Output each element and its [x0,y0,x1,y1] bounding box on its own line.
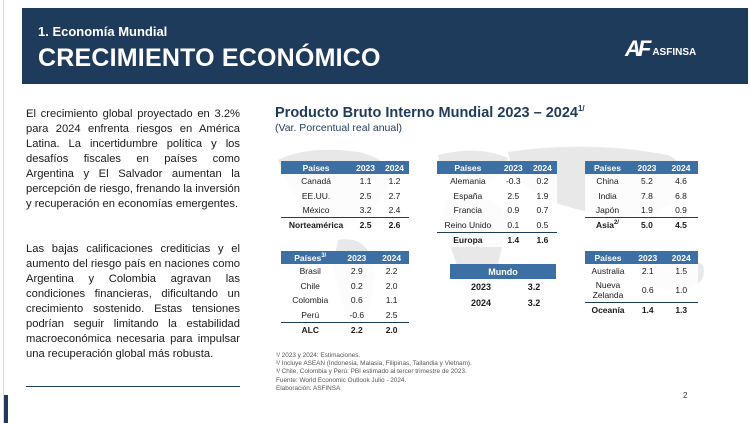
table-row [281,203,409,218]
region-cell: Norteamérica [281,218,351,233]
column-header: 2023 [499,161,528,174]
footnote-marker: 3/ [321,252,327,259]
value-cell: 2.7 [388,190,401,201]
column-header: 2024 [374,251,409,264]
column-header: 2024 [664,161,698,174]
column-header: Países [437,161,499,174]
value-cell: 4.5 [664,218,698,233]
value-cell: 3.2 [527,282,541,292]
value-cell: 1.9 [536,190,549,201]
table-row [281,174,409,189]
value-cell: 1.5 [675,266,688,277]
value-cell: 1.3 [665,303,699,318]
column-header: Países [281,161,351,174]
value-cell: 5.0 [630,218,664,233]
value-cell-negative: -0.6 [349,309,365,320]
country-cell: Perú [301,309,320,320]
table-row [281,279,409,294]
section-label: 1. Economía Mundial [38,24,168,39]
country-cell: Reino Unido [444,219,492,230]
chart-title-text: Producto Bruto Interno Mundial 2023 – 2024 [275,104,578,121]
region-cell: ALC [281,322,339,337]
value-cell: 2.2 [385,266,398,277]
value-cell: 0.5 [536,219,549,230]
value-cell: 5.2 [641,176,653,187]
table-oceania [585,251,698,317]
column-header: 2023 [631,251,665,264]
slide-edge-bar [4,395,8,423]
country-cell: Japón [595,205,620,215]
year-cell: 2023 [470,282,491,292]
value-cell: 1.2 [388,176,401,187]
country-cell: Brasil [299,266,321,277]
value-cell: 2.4 [388,205,401,215]
value-cell: 7.8 [641,190,653,201]
value-cell: 1.0 [675,285,688,296]
country-cell: Canadá [301,176,331,187]
chart-subtitle: (Var. Porcentual real anual) [275,122,403,134]
value-cell: 3.2 [527,298,541,308]
table-north-america [281,161,409,232]
asfinsa-logo [625,36,696,62]
table-row [450,279,556,295]
table-row [585,264,698,279]
value-cell: 0.9 [675,205,687,215]
country-cell: EE.UU. [301,190,331,201]
footer-divider [26,386,240,387]
table-row [585,203,698,218]
table-row [437,218,557,233]
value-cell: 2.5 [351,218,380,233]
value-cell: 2.0 [374,322,409,337]
column-header: 2023 [351,161,380,174]
column-header [281,251,339,264]
logo-text: ASFINSA [652,46,697,58]
value-cell: 2.5 [385,309,398,320]
footnote: ¹/ 2023 y 2024: Estimaciones. [276,352,361,359]
value-cell: 1.4 [631,303,665,318]
table-row [281,308,409,323]
value-cell: 2.2 [339,322,374,337]
table-world [450,264,556,311]
value-cell: 1.9 [641,205,653,215]
body-paragraph-1: El crecimiento global proyectado en 3.2% para 2024 enfrenta riesgos en América Latina. La incertidumbre política y los desafíos fiscales en países como Argentina y El Salvador aumentan la percepción de riesgo, frenando la inversión y recuperación en economías emergentes. [26,108,240,210]
value-cell: 0.2 [536,176,549,187]
column-header: 2024 [665,251,699,264]
column-header: 2023 [339,251,374,264]
value-cell-negative: -0.3 [505,176,521,187]
region-cell: Oceanía [585,303,631,318]
value-cell: 1.1 [359,176,372,187]
footnotes [276,352,472,393]
table-total-row [281,322,409,337]
table-row [450,295,556,311]
value-cell: 2.1 [641,266,654,277]
value-cell: 6.8 [675,190,687,201]
chart-title [275,104,585,121]
chart-title-footnote: 1/ [577,104,585,113]
table-total-row [585,218,698,233]
table-row [437,189,557,204]
table-row [281,293,409,308]
table-total-row [281,218,409,233]
credit-note: Elaboración: ASFINSA [276,384,341,392]
page-title: CRECIMIENTO ECONÓMICO [38,44,381,72]
table-europe [437,161,557,247]
table-row [437,203,557,218]
table-total-row [437,232,557,247]
region-cell [585,218,630,233]
table-row [585,279,698,303]
value-cell: 1.1 [385,295,398,306]
value-cell: 2.6 [380,218,409,233]
table-asia [585,161,698,232]
table-total-row [585,303,698,318]
table-row [281,189,409,204]
column-header-label: Países [294,252,322,263]
column-header: 2023 [630,161,664,174]
country-cell: Australia [591,266,625,277]
column-header: 2024 [528,161,557,174]
value-cell: 2.5 [359,190,372,201]
value-cell: 1.6 [528,232,557,247]
value-cell: 2.0 [385,280,398,291]
value-cell: 0.7 [536,205,549,216]
value-cell: 3.2 [359,205,372,215]
column-header: Países [585,251,631,264]
value-cell: 4.6 [675,176,687,187]
value-cell: 1.4 [499,232,528,247]
country-cell: Alemania [450,176,486,187]
value-cell: 0.2 [350,280,363,291]
source-note: Fuente: World Economic Outlook Julio - 2024. [276,376,407,384]
country-cell: Francia [453,205,483,216]
footnote-marker: 2/ [613,220,619,227]
year-cell: 2024 [470,298,491,308]
value-cell: 0.6 [641,285,654,296]
body-paragraph-2: Las bajas calificaciones crediticias y el aumento del riesgo país en naciones como Argentina y Colombia agravan las condiciones financieras, dificultando un crecimiento sostenido. Estas tensiones podrían seguir limitando la estabilidad macroeconómica necesaria para impulsar una recuperación global más robusta. [26,243,240,360]
footnote: ²/ Incluye ASEAN (Indonesia, Malasia, Filipinas, Tailandia y Vietnam). [276,360,472,368]
value-cell: 2.5 [507,190,520,201]
country-cell: México [302,205,330,215]
table-row [585,174,698,189]
logo-mark: AF [625,36,649,61]
value-cell: 0.1 [507,219,520,230]
value-cell: 0.6 [350,295,363,306]
country-cell: Colombia [292,295,329,306]
country-cell: Chile [300,280,320,291]
column-header: Mundo [450,264,556,279]
country-cell: España [453,190,483,201]
country-cell: Nueva Zelanda [592,280,624,301]
table-row [281,264,409,279]
table-row [585,189,698,204]
footnote: ³/ Chile, Colombia y Perú: PBI estimado al tercer trimestre de 2023. [276,368,467,376]
country-cell: India [598,190,617,201]
value-cell: 2.9 [350,266,363,277]
region-label: Asia [595,220,614,230]
table-row [437,174,557,189]
column-header: Países [585,161,630,174]
column-header: 2024 [380,161,409,174]
region-cell: Europa [437,232,499,247]
value-cell: 0.9 [507,205,520,216]
page-number: 2 [683,391,688,400]
country-cell: China [596,176,619,187]
table-latin-america [281,251,409,337]
